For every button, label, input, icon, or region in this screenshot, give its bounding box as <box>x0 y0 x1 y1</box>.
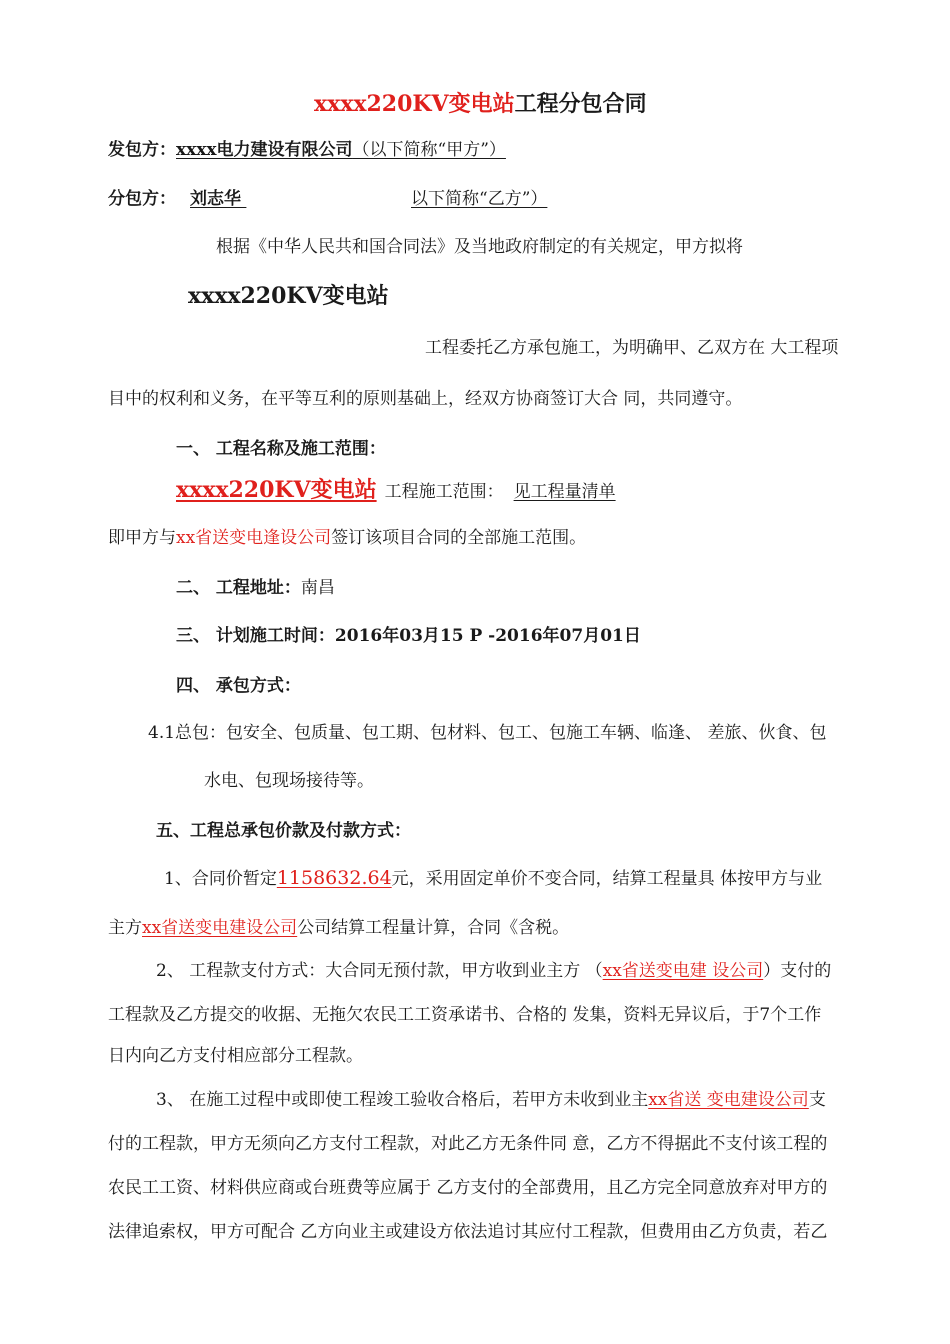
section-5-p1-line-2 <box>108 917 569 939</box>
title-project: xxxx220KV变电站 <box>314 91 515 117</box>
party-a-abbr: （以下简称“甲方”） <box>352 140 506 160</box>
intro-line-3: 目中的权利和义务，在平等互利的原则基础上，经双方协商签订大合 同，共同遵守。 <box>108 389 743 409</box>
section-1-suffix: 签订该项目合同的全部施工范围。 <box>331 528 587 548</box>
section-4-line-1: 4.1总包：包安全、包质量、包工期、包材料、包工、包施工车辆、临逢、 差旅、伙食、包 <box>148 723 827 743</box>
section-3-line <box>176 625 641 647</box>
section-3-heading: 三、 计划施工时间： <box>176 626 335 646</box>
section-4-heading: 四、 承包方式： <box>176 676 301 696</box>
scope-value: 见工程量清单 <box>513 482 616 502</box>
section-5-heading: 五、工程总承包价款及付款方式： <box>156 821 411 841</box>
section-5-p2-line-3: 日内向乙方支付相应部分工程款。 <box>108 1046 363 1066</box>
party-a-name: xxxx电力建设有限公司 <box>176 140 353 160</box>
p1-line2-suffix: 公司结算工程量计算，合同《含税。 <box>297 918 570 938</box>
section-2-value: 南昌 <box>300 578 335 598</box>
intro-line-2: 工程委托乙方承包施工，为明确甲、乙双方在 大工程项 <box>425 338 839 358</box>
section-3-value: 2016年03月15 P -2016年07月01日 <box>334 626 641 646</box>
intro-line-1: 根据《中华人民共和国合同法》及当地政府制定的有关规定，甲方拟将 <box>216 237 743 257</box>
section-4-line-2: 水电、包现场接待等。 <box>204 771 374 791</box>
title-suffix: 工程分包合同 <box>514 91 647 117</box>
p2-suffix: ）支付的 <box>763 961 832 981</box>
party-b-name: 刘志华 <box>190 189 241 209</box>
section-5-p2-line-1 <box>156 960 831 982</box>
party-b-label: 分包方： <box>108 189 176 209</box>
party-a-label: 发包方： <box>108 140 176 160</box>
section-1-scope-line <box>176 476 616 504</box>
section-1-project: xxxx220KV变电站 <box>176 477 377 503</box>
p1-prefix: 1、合同价暂定 <box>164 869 277 889</box>
section-5-p3-line-2: 付的工程款，甲方无须向乙方支付工程款，对此乙方无条件同 意，乙方不得据此不支付该工程的 <box>108 1134 828 1154</box>
contract-amount: 1158632.64 <box>276 867 392 889</box>
party-b-abbr: 以下简称“乙方”） <box>411 189 548 209</box>
section-1-detail-line <box>108 527 586 549</box>
p2-prefix: 2、 工程款支付方式：大合同无预付款，甲方收到业主方 （ <box>156 961 603 981</box>
section-1-company: xx省送变电逢设公司 <box>176 528 332 548</box>
intro-project: xxxx220KV变电站 <box>188 283 389 309</box>
p1-line2-prefix: 主方 <box>108 918 142 938</box>
p3-prefix: 3、 在施工过程中或即使工程竣工验收合格后，若甲方未收到业主 <box>156 1090 649 1110</box>
party-b-line <box>108 188 547 210</box>
section-2-line <box>176 577 335 599</box>
section-1-prefix: 即甲方与 <box>108 528 176 548</box>
section-5-p2-line-2: 工程款及乙方提交的收据、无拖欠农民工工资承诺书、合格的 发集，资料无异议后，于7个工作 <box>108 1005 822 1025</box>
section-5-p3-line-1 <box>156 1089 826 1111</box>
p1-company: xx省送变电建设公司 <box>142 918 298 938</box>
document-title <box>314 90 647 118</box>
section-5-p3-line-4: 法律追索权，甲方可配合 乙方向业主或建设方依法追讨其应付工程款，但费用由乙方负责，若乙 <box>108 1222 828 1242</box>
p2-company: xx省送变电建 设公司 <box>602 961 764 981</box>
section-1-heading: 一、 工程名称及施工范围： <box>176 439 386 459</box>
p3-suffix: 支 <box>808 1090 826 1110</box>
scope-label: 工程施工范围： <box>384 482 504 502</box>
party-a-line <box>108 139 506 161</box>
section-5-p1-line-1 <box>164 867 822 890</box>
section-5-p3-line-3: 农民工工资、材料供应商或台班费等应属于 乙方支付的全部费用，且乙方完全同意放弃对甲方的 <box>108 1178 828 1198</box>
p1-mid: 元，采用固定单价不变合同，结算工程量具 体按甲方与业 <box>391 869 823 889</box>
p3-company: xx省送 变电建设公司 <box>648 1090 809 1110</box>
section-2-heading: 二、 工程地址： <box>176 578 301 598</box>
